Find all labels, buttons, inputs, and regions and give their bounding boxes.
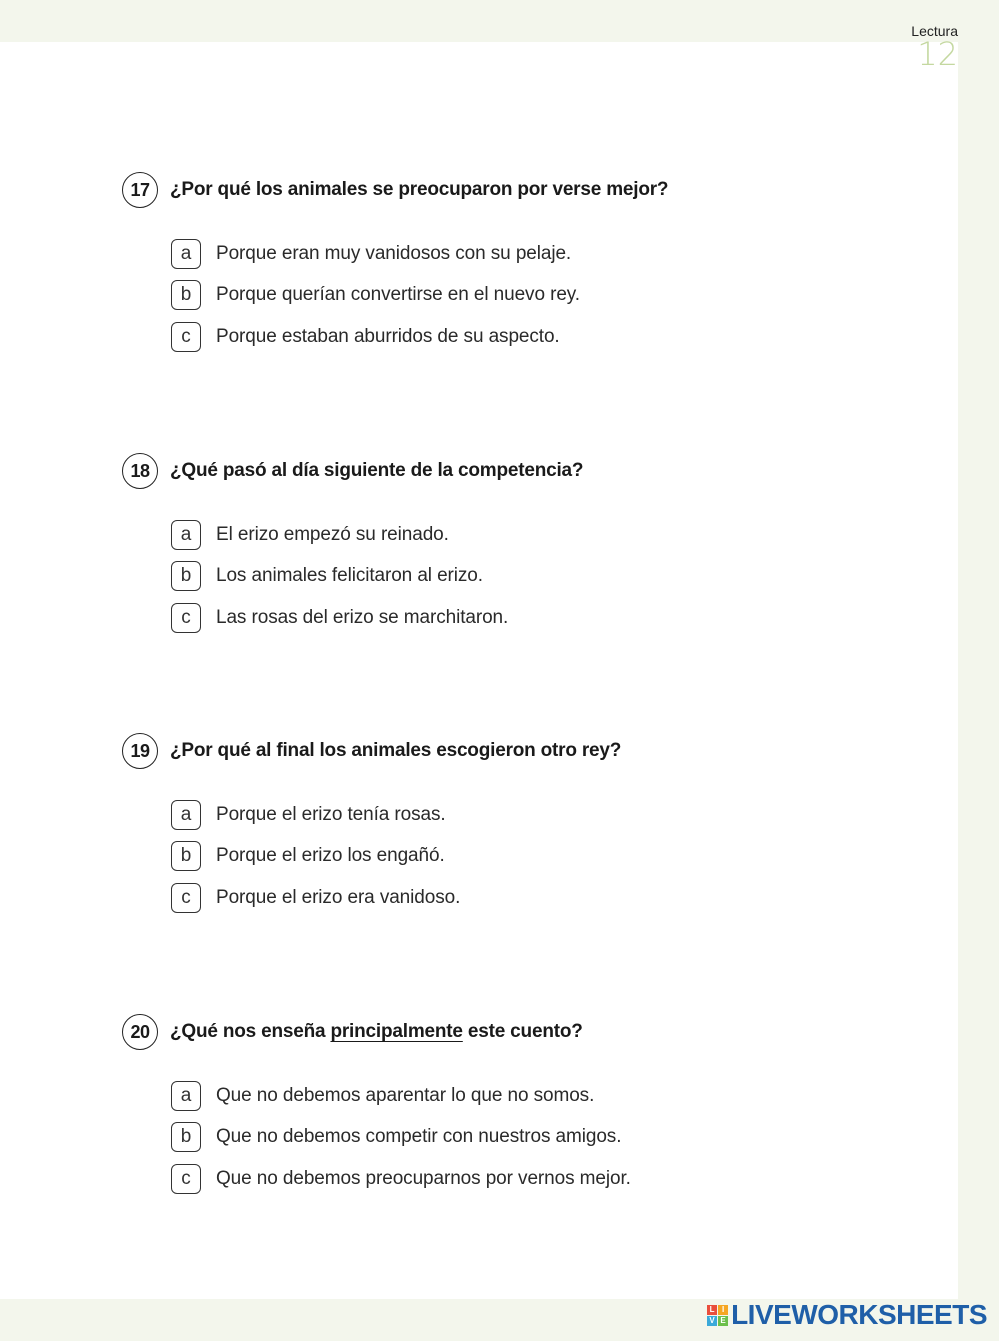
option-a[interactable]	[171, 237, 882, 270]
options-list	[171, 518, 882, 634]
options-list	[171, 1079, 882, 1195]
option-letter-box[interactable]: b	[171, 1122, 201, 1152]
option-b[interactable]	[171, 279, 882, 312]
option-letter-box[interactable]: c	[171, 1164, 201, 1194]
question-number: 17	[122, 172, 158, 208]
option-letter-box[interactable]: c	[171, 603, 201, 633]
option-text: Porque el erizo tenía rosas.	[216, 803, 446, 825]
question-19	[122, 732, 882, 923]
brand-name: LIVEWORKSHEETS	[731, 1299, 987, 1330]
logo-mark-letter: L	[707, 1305, 717, 1315]
logo-mark-letter: I	[718, 1305, 728, 1315]
option-a[interactable]	[171, 1079, 882, 1112]
option-c[interactable]	[171, 881, 882, 914]
option-text: Que no debemos aparentar lo que no somos.	[216, 1084, 595, 1106]
option-letter-box[interactable]: b	[171, 280, 201, 310]
option-b[interactable]	[171, 1121, 882, 1154]
option-text: El erizo empezó su reinado.	[216, 523, 449, 545]
question-number: 19	[122, 733, 158, 769]
question-text-start: ¿Qué nos enseña	[170, 1021, 331, 1042]
option-letter-box[interactable]: a	[171, 1081, 201, 1111]
option-b[interactable]	[171, 560, 882, 593]
option-a[interactable]	[171, 518, 882, 551]
question-18	[122, 452, 882, 643]
option-text: Que no debemos preocuparnos por vernos mejor.	[216, 1167, 631, 1189]
option-b[interactable]	[171, 840, 882, 873]
option-text: Porque el erizo era vanidoso.	[216, 886, 461, 908]
option-a[interactable]	[171, 798, 882, 831]
question-number: 18	[122, 453, 158, 489]
option-text: Porque estaban aburridos de su aspecto.	[216, 325, 560, 347]
right-band	[958, 0, 999, 1341]
top-band	[0, 0, 999, 42]
option-letter-box[interactable]: c	[171, 883, 201, 913]
question-text-end: este cuento?	[462, 1021, 583, 1042]
question-text	[170, 1021, 583, 1043]
option-text: Porque querían convertirse en el nuevo rey.	[216, 284, 580, 305]
logo-mark-letter: E	[718, 1316, 728, 1326]
option-text: Los animales felicitaron al erizo.	[216, 565, 483, 586]
option-letter-box[interactable]: b	[171, 561, 201, 591]
question-20	[122, 1013, 882, 1204]
option-c[interactable]	[171, 1162, 882, 1195]
liveworksheets-logo[interactable]	[707, 1299, 987, 1331]
section-label: Lectura	[911, 23, 958, 39]
option-text: Que no debemos competir con nuestros amigos.	[216, 1126, 622, 1147]
option-text: Porque eran muy vanidosos con su pelaje.	[216, 242, 572, 264]
options-list	[171, 237, 882, 353]
question-text: ¿Por qué los animales se preocuparon por verse mejor?	[170, 179, 669, 200]
underlined-word: principalmente	[330, 1021, 463, 1042]
option-c[interactable]	[171, 601, 882, 634]
option-letter-box[interactable]: a	[171, 800, 201, 830]
option-text: Las rosas del erizo se marchitaron.	[216, 606, 509, 628]
page-number: 12	[917, 35, 958, 73]
option-c[interactable]	[171, 320, 882, 353]
logo-mark-letter: V	[707, 1316, 717, 1326]
option-letter-box[interactable]: c	[171, 322, 201, 352]
question-number: 20	[122, 1014, 158, 1050]
question-17	[122, 171, 882, 362]
option-letter-box[interactable]: a	[171, 239, 201, 269]
option-letter-box[interactable]: b	[171, 841, 201, 871]
option-letter-box[interactable]: a	[171, 520, 201, 550]
options-list	[171, 798, 882, 914]
option-text: Porque el erizo los engañó.	[216, 845, 445, 866]
question-text: ¿Qué pasó al día siguiente de la competencia?	[170, 460, 584, 481]
question-text: ¿Por qué al final los animales escogieron otro rey?	[170, 740, 622, 761]
logo-mark-icon	[707, 1305, 728, 1326]
